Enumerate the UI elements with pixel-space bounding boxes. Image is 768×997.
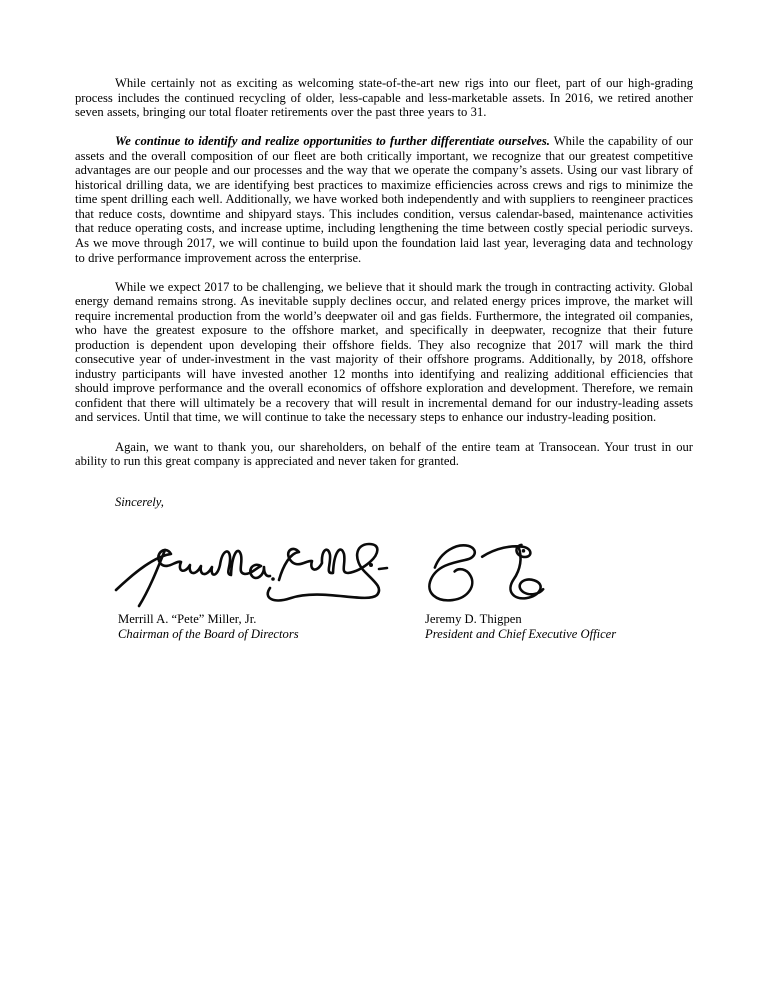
paragraph-text: Again, we want to thank you, our shareholders, on behalf of the entire team at Transocean. Your trust in our ability to run this great company is appreciated and never taken for granted. bbox=[75, 439, 693, 469]
paragraph-fleet-recycling bbox=[75, 76, 693, 120]
paragraph-2017-outlook bbox=[75, 280, 693, 425]
paragraph-text: While certainly not as exciting as welcoming state-of-the-art new rigs into our fleet, part of our high-grading process includes the continued recycling of older, less-capable and less-marketable assets. In 2016, we retired another seven assets, bringing our total floater retirements over the past three years to 31. bbox=[75, 76, 693, 120]
paragraph-text: While the capability of our assets and the overall composition of our fleet are both critically important, we recognize that our greatest competitive advantages are our people and our processes and the way that we operate the company’s assets. Using our vast library of historical drilling data, we are identifying best practices to maximize efficiencies across crews and rigs to minimize the time spent drilling each well. Additionally, we have worked both independently and with suppliers to reengineer practices that reduce costs, downtime and shipyard stays. This includes condition, versus calendar-based, maintenance activities that reduce operating costs, and increase uptime, including lengthening the time between costly special periodic surveys. As we move through 2017, we will continue to build upon the foundation laid last year, leveraging data and technology to drive performance improvement across the enterprise. bbox=[75, 134, 693, 265]
paragraph-differentiate bbox=[75, 134, 693, 265]
signature-row bbox=[75, 509, 693, 612]
signer-title: Chairman of the Board of Directors bbox=[118, 626, 299, 641]
paragraph-lead-bold-italic: We continue to identify and realize opportunities to further differentiate ourselves. bbox=[115, 134, 550, 149]
signer-block-chairman bbox=[118, 612, 425, 641]
signer-title: President and Chief Executive Officer bbox=[425, 626, 617, 641]
signer-name: Jeremy D. Thigpen bbox=[425, 612, 522, 627]
paragraph-text: While we expect 2017 to be challenging, we believe that it should mark the trough in contracting activity. Global energy demand remains strong. As inevitable supply declines occur, and related energy prices improve, the market will require incremental production from the world’s deepwater oil and gas fields. Furthermore, the integrated oil companies, who have the greatest exposure to the offshore market, and specifically in deepwater, recognize that their future production is dependent upon developing their offshore fields. They also recognize that 2017 will mark the third consecutive year of under-investment in the vast majority of their offshore programs. Additionally, by 2018, offshore industry participants will have invested another 12 months into identifying and realizing additional efficiencies that should improve performance and the overall economics of offshore exploration and development. Therefore, we remain confident that there will ultimately be a recovery that will result in incremental demand for our industry-leading assets and services. Until that time, we will continue to take the necessary steps to enhance our industry-leading position. bbox=[75, 279, 693, 425]
paragraph-thank-you bbox=[75, 440, 693, 469]
letter-body bbox=[75, 76, 693, 641]
signer-block-ceo bbox=[425, 612, 693, 641]
signature-names-row bbox=[118, 612, 693, 641]
signer-name: Merrill A. “Pete” Miller, Jr. bbox=[118, 612, 257, 627]
closing-salutation: Sincerely, bbox=[115, 494, 164, 509]
signature-merrill-miller-icon bbox=[113, 538, 393, 613]
signature-jeremy-thigpen-icon bbox=[420, 540, 560, 604]
